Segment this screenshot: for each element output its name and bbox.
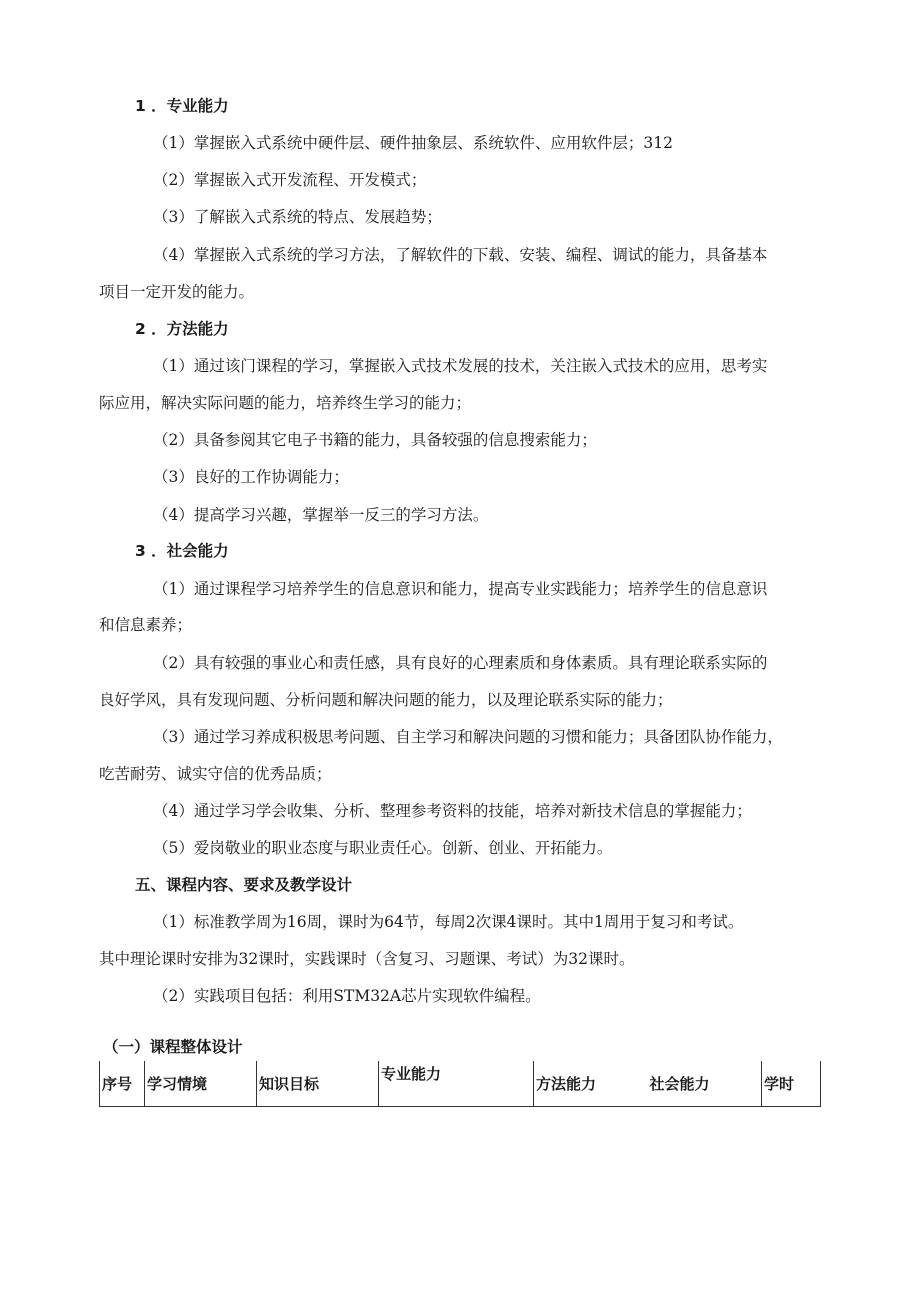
header-cell-social: 社会能力 (648, 1061, 762, 1107)
section-heading-social: 3 ．社会能力 (135, 542, 229, 560)
section-heading-content: 五、课程内容、要求及教学设计 (135, 876, 353, 894)
paragraph-line: （3）通过学习养成积极思考问题、自主学习和解决问题的习惯和能力；具备团队协作能力， (153, 728, 783, 746)
paragraph-line: （4）提高学习兴趣，掌握举一反三的学习方法。 (153, 506, 489, 524)
paragraph-line: （4）掌握嵌入式系统的学习方法，了解软件的下载、安装、编程、调试的能力，具备基本 (153, 246, 768, 264)
paragraph-line: （1）通过该门课程的学习，掌握嵌入式技术发展的技术，关注嵌入式技术的应用，思考实 (153, 357, 768, 375)
header-cell-knowledge: 知识目标 (257, 1061, 379, 1107)
paragraph-line: （1）标准教学周为16周，课时为64节，每周2次课4课时。其中1周用于复习和考试。 (153, 913, 744, 931)
paragraph-line: （2）实践项目包括：利用STM32A芯片实现软件编程。 (153, 987, 541, 1005)
paragraph-line: （2）具有较强的事业心和责任感，具有良好的心理素质和身体素质。具有理论联系实际的 (153, 654, 768, 672)
section-heading-professional: 1 ．专业能力 (135, 97, 229, 115)
paragraph-line: （5）爱岗敬业的职业态度与职业责任心。创新、创业、开拓能力。 (153, 839, 613, 857)
paragraph-line: 其中理论课时安排为32课时，实践课时（含复习、习题课、考试）为32课时。 (99, 950, 635, 968)
paragraph-line: （1）掌握嵌入式系统中硬件层、硬件抽象层、系统软件、应用软件层；312 (153, 134, 673, 152)
paragraph-line: （1）通过课程学习培养学生的信息意识和能力，提高专业实践能力；培养学生的信息意识 (153, 580, 768, 598)
paragraph-line: 际应用，解决实际问题的能力，培养终生学习的能力； (99, 394, 472, 412)
header-cell-situation: 学习情境 (145, 1061, 257, 1107)
table-header-row (100, 1061, 821, 1107)
header-cell-method: 方法能力 (534, 1061, 648, 1107)
paragraph-line: （3）良好的工作协调能力； (153, 468, 349, 486)
paragraph-line: 吃苦耐劳、诚实守信的优秀品质； (99, 765, 332, 783)
paragraph-line: （2）具备参阅其它电子书籍的能力，具备较强的信息搜索能力； (153, 431, 597, 449)
course-design-table (99, 1061, 821, 1107)
paragraph-line: 良好学风，具有发现问题、分析问题和解决问题的能力，以及理论联系实际的能力； (99, 691, 673, 709)
paragraph-line: 和信息素养； (99, 616, 193, 634)
paragraph-line: （3）了解嵌入式系统的特点、发展趋势； (153, 208, 442, 226)
header-cell-professional: 专业能力 (379, 1061, 534, 1107)
table-title: （一）课程整体设计 (103, 1038, 243, 1056)
paragraph-line: 项目一定开发的能力。 (99, 283, 255, 301)
paragraph-line: （2）掌握嵌入式开发流程、开发模式； (153, 171, 427, 189)
header-cell-hours: 学时 (762, 1061, 821, 1107)
paragraph-line: （4）通过学习学会收集、分析、整理参考资料的技能，培养对新技术信息的掌握能力； (153, 802, 752, 820)
header-cell-index: 序号 (100, 1061, 145, 1107)
section-heading-method: 2 ．方法能力 (135, 320, 229, 338)
